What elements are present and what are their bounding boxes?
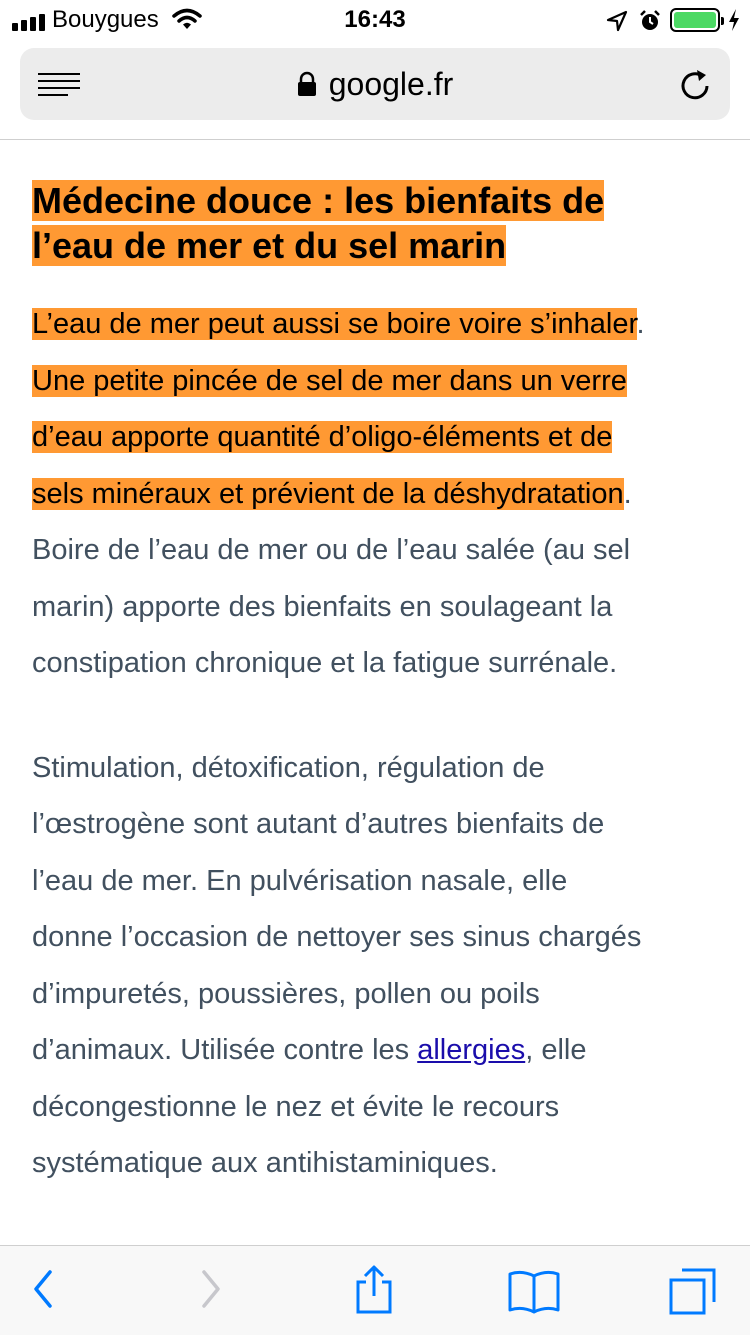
highlighted-text: L’eau de mer peut aussi se boire voire s’inhaler [32, 308, 637, 340]
text-line: donne l’occasion de nettoyer ses sinus chargés [32, 921, 642, 953]
paragraph-2: Stimulation, détoxification, régulation de l’œstrogène sont autant d’autres bienfaits de l’eau de mer. En pulvérisation nasale, elle donne l’occasion de nettoyer ses sinus chargés d’impuretés, poussières, pollen ou poils d’animaux. Utilisée contre les allergies, elle décongestionne le nez et évite le recours systématique aux antihistaminiques. [32, 751, 642, 1179]
text-line: Boire de l’eau de mer ou de l’eau salée (au sel [32, 534, 631, 566]
alarm-icon [638, 9, 662, 33]
battery-level [674, 12, 716, 28]
text-line: constipation chronique et la fatigue surrénale. [32, 647, 618, 679]
highlighted-text: sels minéraux et prévient de la déshydratation [32, 477, 624, 510]
bookmarks-icon[interactable] [506, 1268, 562, 1316]
url-display[interactable] [20, 66, 730, 103]
forward-icon[interactable] [198, 1268, 224, 1310]
text-line: systématique aux antihistaminiques. [32, 1147, 498, 1179]
highlighted-text: Une petite pincée de sel de mer dans un verre [32, 364, 627, 397]
charging-icon [727, 8, 741, 32]
share-icon[interactable] [352, 1264, 396, 1316]
heading-line: l’eau de mer et du sel marin [32, 225, 507, 266]
text-line: Stimulation, détoxification, régulation de [32, 751, 545, 784]
text-line: d’impuretés, poussières, pollen ou poils [32, 977, 540, 1010]
text-line: l’œstrogène sont autant d’autres bienfaits de [32, 808, 605, 840]
battery-icon [670, 8, 720, 32]
address-bar[interactable] [20, 48, 730, 120]
status-bar [0, 0, 750, 40]
location-icon [606, 10, 628, 32]
article-heading [32, 178, 722, 268]
paragraph-1: L’eau de mer peut aussi se boire voire s’inhaler. Une petite pincée de sel de mer dans un verre d’eau apporte quantité d’oligo-éléments et de sels minéraux et prévient de la déshydratation. Boire de l’eau de mer ou de l’eau salée (au sel marin) apporte des bienfaits en soulageant la constipation chronique et la fatigue surrénale. [32, 308, 645, 679]
back-icon[interactable] [30, 1268, 56, 1310]
reload-icon[interactable] [678, 66, 712, 102]
text-line: marin) apporte des bienfaits en soulageant la [32, 590, 613, 623]
clock: 16:43 [344, 6, 406, 33]
bottom-toolbar [0, 1245, 750, 1335]
text-line: décongestionne le nez et évite le recours [32, 1090, 560, 1123]
url-text: google.fr [328, 66, 454, 102]
tabs-icon[interactable] [668, 1266, 718, 1316]
heading-line: Médecine douce : les bienfaits de [32, 180, 605, 221]
lock-icon [297, 71, 317, 97]
allergies-link[interactable]: allergies [417, 1034, 526, 1066]
highlighted-text: d’eau apporte quantité d’oligo-éléments et de [32, 421, 613, 453]
carrier-name: Bouygues [52, 6, 159, 33]
toolbar-divider [0, 139, 750, 140]
text-line: l’eau de mer. En pulvérisation nasale, elle [32, 864, 568, 897]
article-content [32, 178, 722, 1192]
